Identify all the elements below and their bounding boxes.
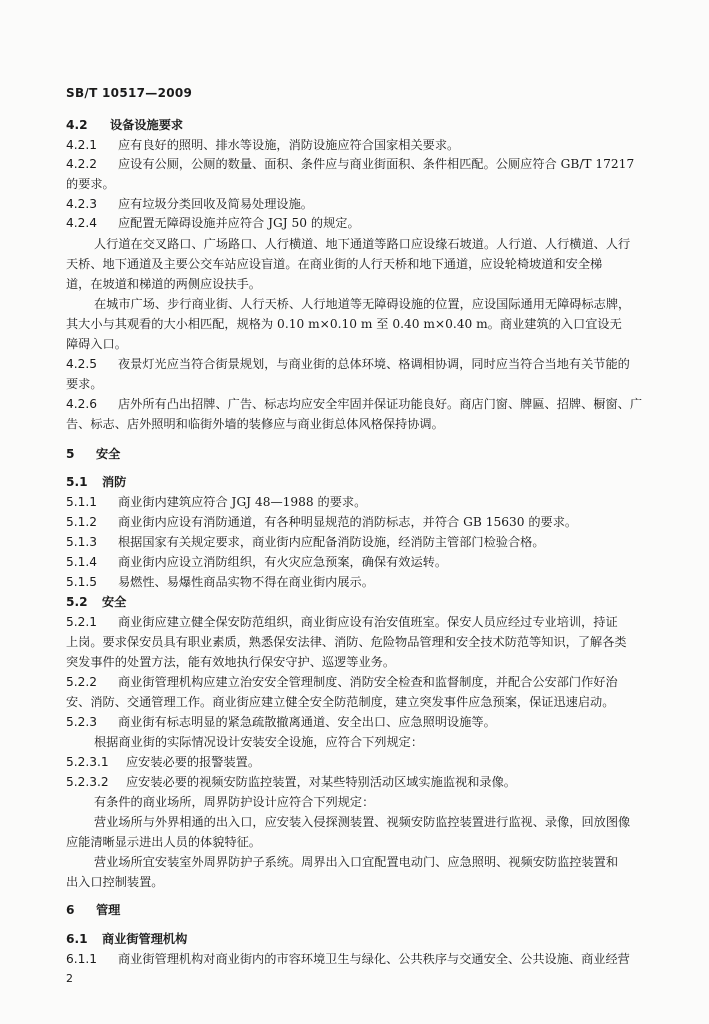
chapter-number: 5 (66, 447, 75, 461)
paragraph-entrance-monitoring-line-1: 营业场所与外界相通的出入口，应安装入侵探测装置、视频安防监控装置进行监视、录像，回放图像 (94, 815, 631, 829)
clause-text: 易燃性、易爆性商品实物不得在商业街内展示。 (118, 575, 374, 589)
clause-text: 应安装必要的视频安防监控装置，对某些特别活动区域实施监视和录像。 (126, 775, 516, 789)
clause-number: 5.2.3.1 (66, 755, 109, 769)
clause-5-1-2 (66, 514, 577, 530)
paragraph-outdoor-perimeter-line-1: 营业场所宜安装室外周界防护子系统。周界出入口宜配置电动门、应急照明、视频安防监控装置和 (94, 855, 619, 869)
section-title: 商业街管理机构 (102, 932, 188, 946)
clause-text-line-1: 商业街应建立健全保安防范组织，商业街应设有治安值班室。保安人员应经过专业培训，持证 (118, 615, 618, 629)
clause-5-1-1 (66, 494, 366, 510)
clause-number: 4.2.6 (66, 397, 98, 411)
section-number: 4.2 (66, 118, 88, 132)
page-number: 2 (66, 972, 73, 985)
section-heading-5-1 (66, 474, 126, 490)
clause-text: 商业街内建筑应符合 JGJ 48—1988 的要求。 (118, 495, 367, 509)
paragraph-safety-facilities: 根据商业街的实际情况设计安装安全设施，应符合下列规定： (94, 735, 424, 749)
paragraph-entrance-monitoring-line-2: 应能清晰显示进出人员的体貌特征。 (66, 835, 261, 849)
clause-number: 5.2.1 (66, 615, 98, 629)
clause-text: 应安装必要的报警装置。 (126, 755, 261, 769)
section-number: 5.2 (66, 595, 88, 609)
section-heading-6-1 (66, 931, 187, 947)
clause-text: 商业街内应设有消防通道，有各种明显规范的消防标志，并符合 GB 15630 的要求。 (118, 515, 578, 529)
chapter-title: 管理 (96, 903, 121, 917)
clause-text: 商业街有标志明显的紧急疏散撤离通道、安全出口、应急照明设施等。 (118, 715, 496, 729)
clause-5-2-1-line-2: 上岗。要求保安员具有职业素质，熟悉保安法律、消防、危险物品管理和安全技术防范等知识，了解各类 (66, 635, 627, 649)
clause-number: 5.1.5 (66, 575, 98, 589)
clause-number: 5.1.1 (66, 495, 98, 509)
section-title: 设备设施要求 (110, 118, 184, 132)
paragraph-curb-ramps-line-3: 道，在坡道和梯道的两侧应设扶手。 (66, 277, 261, 291)
clause-number: 4.2.5 (66, 357, 98, 371)
chapter-number: 6 (66, 903, 75, 917)
clause-4-2-6-continued: 告、标志、店外照明和临街外墙的装修应与商业街总体风格保持协调。 (66, 417, 444, 431)
section-heading-5-2 (66, 594, 126, 610)
clause-6-1-1 (66, 951, 630, 967)
clause-5-1-3 (66, 534, 545, 550)
clause-5-2-2-line-2: 安、消防、交通管理工作。商业街应建立健全安全防范制度，建立突发事件应急预案，保证迅速启动。 (66, 695, 615, 709)
clause-text: 商业街管理机构对商业街内的市容环境卫生与绿化、公共秩序与交通安全、公共设施、商业经营 (118, 952, 630, 966)
clause-number: 4.2.3 (66, 197, 98, 211)
clause-5-2-3-1 (66, 754, 260, 770)
clause-4-2-4 (66, 215, 360, 231)
clause-number: 4.2.2 (66, 157, 98, 171)
paragraph-outdoor-perimeter-line-2: 出入口控制装置。 (66, 875, 164, 889)
clause-text: 应有垃圾分类回收及简易处理设施。 (118, 197, 313, 211)
section-heading-4-2 (66, 117, 183, 133)
chapter-title: 安全 (96, 447, 121, 461)
chapter-heading-6 (66, 902, 120, 918)
clause-5-1-4 (66, 554, 447, 570)
clause-number: 4.2.1 (66, 138, 98, 152)
clause-4-2-5-continued: 要求。 (66, 377, 103, 391)
clause-4-2-6 (66, 396, 642, 412)
clause-5-2-1 (66, 614, 618, 630)
paragraph-curb-ramps-line-2: 天桥、地下通道及主要公交车站应设盲道。在商业街的人行天桥和地下通道，应设轮椅坡道和安全梯 (66, 257, 603, 271)
clause-4-2-2 (66, 156, 634, 172)
section-number: 6.1 (66, 932, 88, 946)
section-number: 5.1 (66, 475, 88, 489)
paragraph-curb-ramps-line-1: 人行道在交叉路口、广场路口、人行横道、地下通道等路口应设缘石坡道。人行道、人行横道、人行 (94, 237, 631, 251)
standard-number-header: SB/T 10517—2009 (66, 86, 193, 100)
clause-number: 5.2.2 (66, 675, 98, 689)
clause-text: 应有良好的照明、排水等设施，消防设施应符合国家相关要求。 (118, 138, 460, 152)
paragraph-accessibility-sign-line-1: 在城市广场、步行商业街、人行天桥、人行地道等无障碍设施的位置，应设国际通用无障碍标志牌， (94, 297, 631, 311)
clause-text-line-1: 店外所有凸出招牌、广告、标志均应安全牢固并保证功能良好。商店门窗、牌匾、招牌、橱窗、广 (118, 397, 643, 411)
chapter-heading-5 (66, 446, 120, 462)
clause-4-2-2-continued: 的要求。 (66, 177, 115, 191)
clause-number: 5.1.3 (66, 535, 98, 549)
paragraph-accessibility-sign-line-3: 障碍入口。 (66, 337, 127, 351)
clause-text: 根据国家有关规定要求，商业街内应配备消防设施，经消防主管部门检验合格。 (118, 535, 545, 549)
clause-number: 5.2.3 (66, 715, 98, 729)
clause-text-line-1: 夜景灯光应当符合街景规划，与商业街的总体环境、格调相协调，同时应当符合当地有关节能的 (118, 357, 630, 371)
clause-text: 应配置无障碍设施并应符合 JGJ 50 的规定。 (118, 216, 360, 230)
clause-5-2-1-line-3: 突发事件的处置方法，能有效地执行保安守护、巡逻等业务。 (66, 655, 396, 669)
clause-text: 商业街内应设立消防组织，有火灾应急预案，确保有效运转。 (118, 555, 448, 569)
clause-5-2-2 (66, 674, 618, 690)
clause-text-line-1: 应设有公厕，公厕的数量、面积、条件应与商业街面积、条件相匹配。公厕应符合 GB/T 17217 (118, 157, 635, 171)
clause-number: 5.1.4 (66, 555, 98, 569)
clause-text-line-1: 商业街管理机构应建立治安安全管理制度、消防安全检查和监督制度，并配合公安部门作好治 (118, 675, 618, 689)
clause-number: 6.1.1 (66, 952, 98, 966)
paragraph-accessibility-sign-line-2: 其大小与其观看的大小相匹配，规格为 0.10 m×0.10 m 至 0.40 m×0.40 m。商业建筑的入口宜设无 (66, 317, 622, 331)
section-title: 消防 (102, 475, 127, 489)
clause-number: 5.2.3.2 (66, 775, 109, 789)
clause-5-2-3 (66, 714, 496, 730)
clause-4-2-1 (66, 137, 459, 153)
clause-4-2-3 (66, 196, 313, 212)
clause-number: 5.1.2 (66, 515, 98, 529)
clause-4-2-5 (66, 356, 630, 372)
clause-5-2-3-2 (66, 774, 516, 790)
clause-number: 4.2.4 (66, 216, 98, 230)
clause-5-1-5 (66, 574, 374, 590)
paragraph-perimeter-protection: 有条件的商业场所，周界防护设计应符合下列规定： (94, 795, 375, 809)
section-title: 安全 (102, 595, 127, 609)
